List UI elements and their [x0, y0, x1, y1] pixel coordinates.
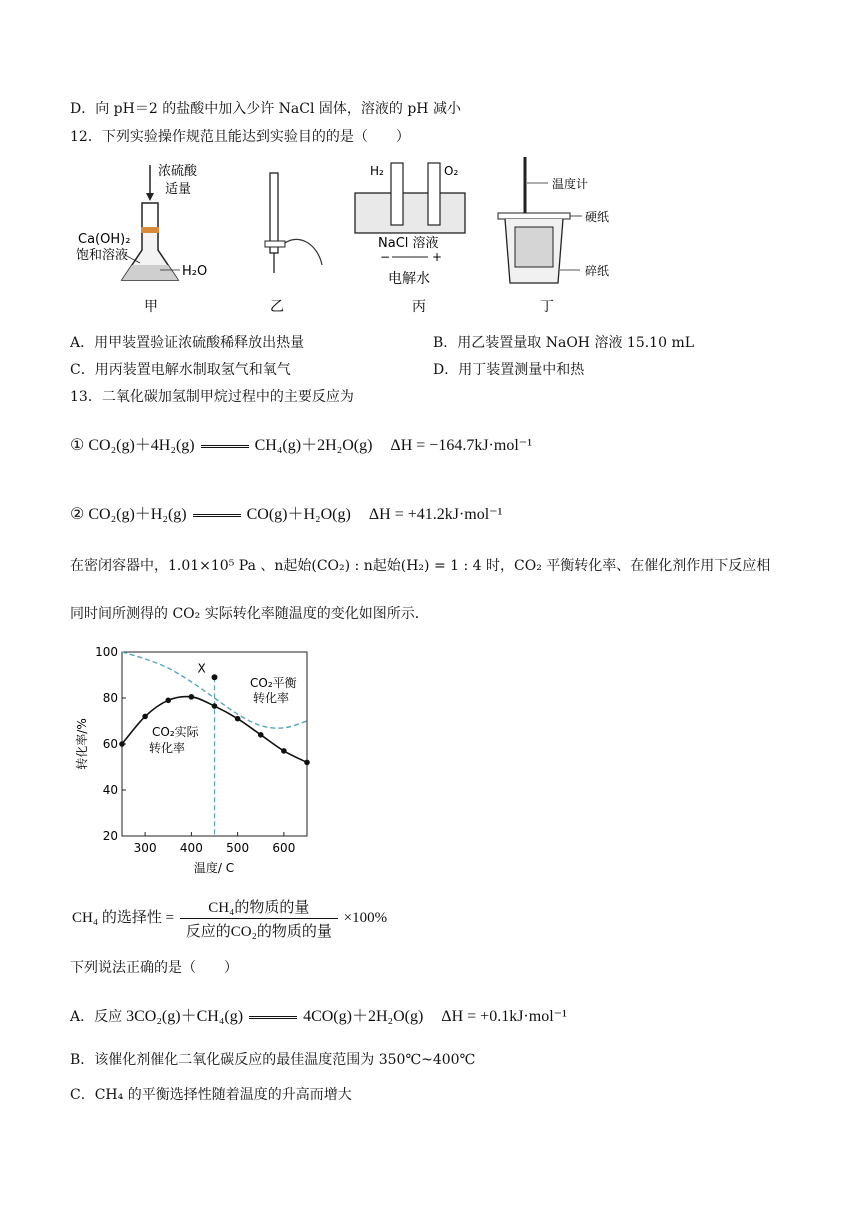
yi-caption: 乙 [270, 299, 284, 315]
actual-data-point [258, 732, 264, 738]
actual-data-point [235, 716, 241, 722]
q12-apparatus-figure [0, 155, 860, 325]
option-a-dh: ΔH = +0.1kJ·mol⁻¹ [441, 1008, 567, 1025]
apparatus-jia [76, 164, 207, 315]
q11-option-d: D．向 pH＝2 的盐酸中加入少许 NaCl 固体，溶液的 pH 减小 [70, 101, 461, 117]
actual-data-point [119, 741, 125, 747]
annotation-actual-1: CO₂实际 [152, 725, 199, 739]
jia-label-acid: 浓硫酸 [158, 164, 198, 179]
q12-option-b: B．用乙装置量取 NaOH 溶液 15.10 mL [433, 335, 695, 351]
ding-label-paper: 碎纸 [585, 264, 610, 278]
reaction-2-equals [193, 514, 241, 517]
selectivity-fraction [180, 896, 338, 941]
option-a-lhs: 3CO₂(g)＋CH₄(g) [126, 1008, 244, 1025]
q13-reaction-2 [70, 501, 502, 524]
x-tick-label: 300 [133, 841, 157, 855]
reaction-1-rhs: CH₄(g)＋2H₂O(g) [254, 437, 373, 454]
option-a-equals [249, 1016, 297, 1019]
q13-condition-line-2: 同时间所测得的 CO₂ 实际转化率随温度的变化如图所示． [70, 606, 429, 622]
reaction-1-prefix: ① [70, 437, 85, 454]
bing-label-electrolysis: 电解水 [388, 271, 430, 287]
option-a-rhs: 4CO(g)＋2H₂O(g) [303, 1008, 424, 1025]
annotation-equilibrium-2: 转化率 [253, 691, 290, 705]
actual-data-point [304, 760, 310, 766]
y-tick-label: 40 [102, 783, 118, 797]
q12-option-a: A．用甲装置验证浓硫酸稀释放出热量 [70, 335, 305, 351]
ding-label-cardboard: 硬纸 [585, 210, 610, 224]
yi-stopcock [265, 241, 285, 247]
q13-option-b: B．该催化剂催化二氧化碳反应的最佳温度范围为 350℃~400℃ [70, 1052, 476, 1068]
actual-data-point [189, 694, 195, 700]
q13-reaction-1 [70, 432, 532, 455]
apparatus-ding [498, 157, 609, 315]
jia-label-caoh: Ca(OH)₂ [78, 232, 131, 247]
ding-caption: 丁 [540, 299, 554, 315]
actual-data-point [281, 748, 287, 754]
jia-label-solution: 饱和溶液 [76, 248, 129, 263]
reaction-1-lhs: CO₂(g)＋4H₂(g) [88, 437, 195, 454]
selectivity-suffix: ×100% [343, 909, 388, 926]
y-tick-label: 20 [102, 829, 118, 843]
q12-option-d: D．用丁装置测量中和热 [433, 362, 585, 378]
jia-label-water: H₂O [182, 264, 208, 279]
annotation-equilibrium-1: CO₂平衡 [250, 676, 297, 690]
bing-label-plus: + [432, 250, 443, 264]
selectivity-numerator: CH₄的物质的量 [180, 896, 338, 919]
x-tick-label: 400 [179, 841, 203, 855]
chart-ylabel: 转化率/% [75, 718, 89, 770]
y-tick-label: 100 [95, 645, 118, 659]
reaction-1-equals [201, 445, 249, 448]
apparatus-bing [355, 163, 465, 315]
actual-data-point [212, 703, 218, 709]
reaction-1-dh: ΔH = −164.7kJ·mol⁻¹ [390, 437, 532, 454]
option-a-prefix: A．反应 [70, 1009, 123, 1025]
point-x [212, 674, 218, 680]
point-x-label: X [197, 661, 206, 676]
q13-option-a [70, 1003, 567, 1026]
chart-xlabel: 温度/ C [193, 861, 235, 875]
q12-stem: 12．下列实验操作规范且能达到实验目的的是（ ） [70, 129, 410, 145]
bing-trough [355, 193, 465, 233]
reaction-2-rhs: CO(g)＋H₂O(g) [246, 506, 351, 523]
bing-label-o2: O₂ [444, 164, 459, 178]
ding-label-thermometer: 温度计 [552, 177, 589, 191]
x-tick-label: 600 [272, 841, 296, 855]
actual-data-point [165, 698, 171, 704]
ding-cardboard [498, 213, 570, 219]
jia-stopper [141, 227, 159, 233]
x-tick-label: 500 [226, 841, 250, 855]
bing-label-h2: H₂ [370, 164, 384, 178]
reaction-2-prefix: ② [70, 506, 85, 523]
q13-ask: 下列说法正确的是（ ） [70, 960, 238, 976]
selectivity-denominator: 反应的CO₂的物质的量 [185, 924, 332, 940]
bing-tube-h2 [391, 163, 403, 225]
jia-arrow-head [146, 193, 154, 201]
reaction-2-lhs: CO₂(g)＋H₂(g) [88, 506, 187, 523]
jia-caption: 甲 [144, 299, 158, 315]
reaction-2-dh: ΔH = +41.2kJ·mol⁻¹ [368, 506, 503, 523]
y-tick-label: 60 [102, 737, 118, 751]
ding-beaker-inner [515, 227, 553, 267]
yi-hand [285, 239, 322, 265]
y-tick-label: 80 [102, 691, 118, 705]
selectivity-lhs: CH₄ 的选择性 = [72, 909, 175, 926]
bing-label-minus: − [380, 250, 391, 264]
bing-caption: 丙 [412, 299, 426, 315]
apparatus-yi [265, 173, 322, 315]
bing-tube-o2 [428, 163, 440, 225]
bing-label-nacl: NaCl 溶液 [378, 236, 439, 251]
q13-condition-line-1: 在密闭容器中，1.01×10⁵ Pa 、n起始(CO₂) : n起始(H₂) = 1 : 4 时，CO₂ 平衡转化率、在催化剂作用下反应相 [70, 558, 771, 574]
jia-label-amount: 适量 [165, 182, 192, 197]
conversion-chart [72, 640, 312, 880]
selectivity-formula [72, 896, 387, 941]
actual-data-point [142, 714, 148, 720]
q13-option-c: C．CH₄ 的平衡选择性随着温度的升高而增大 [70, 1087, 352, 1103]
q13-stem: 13．二氧化碳加氢制甲烷过程中的主要反应为 [70, 389, 354, 405]
q12-option-c: C．用丙装置电解水制取氢气和氧气 [70, 362, 291, 378]
annotation-actual-2: 转化率 [149, 741, 186, 755]
